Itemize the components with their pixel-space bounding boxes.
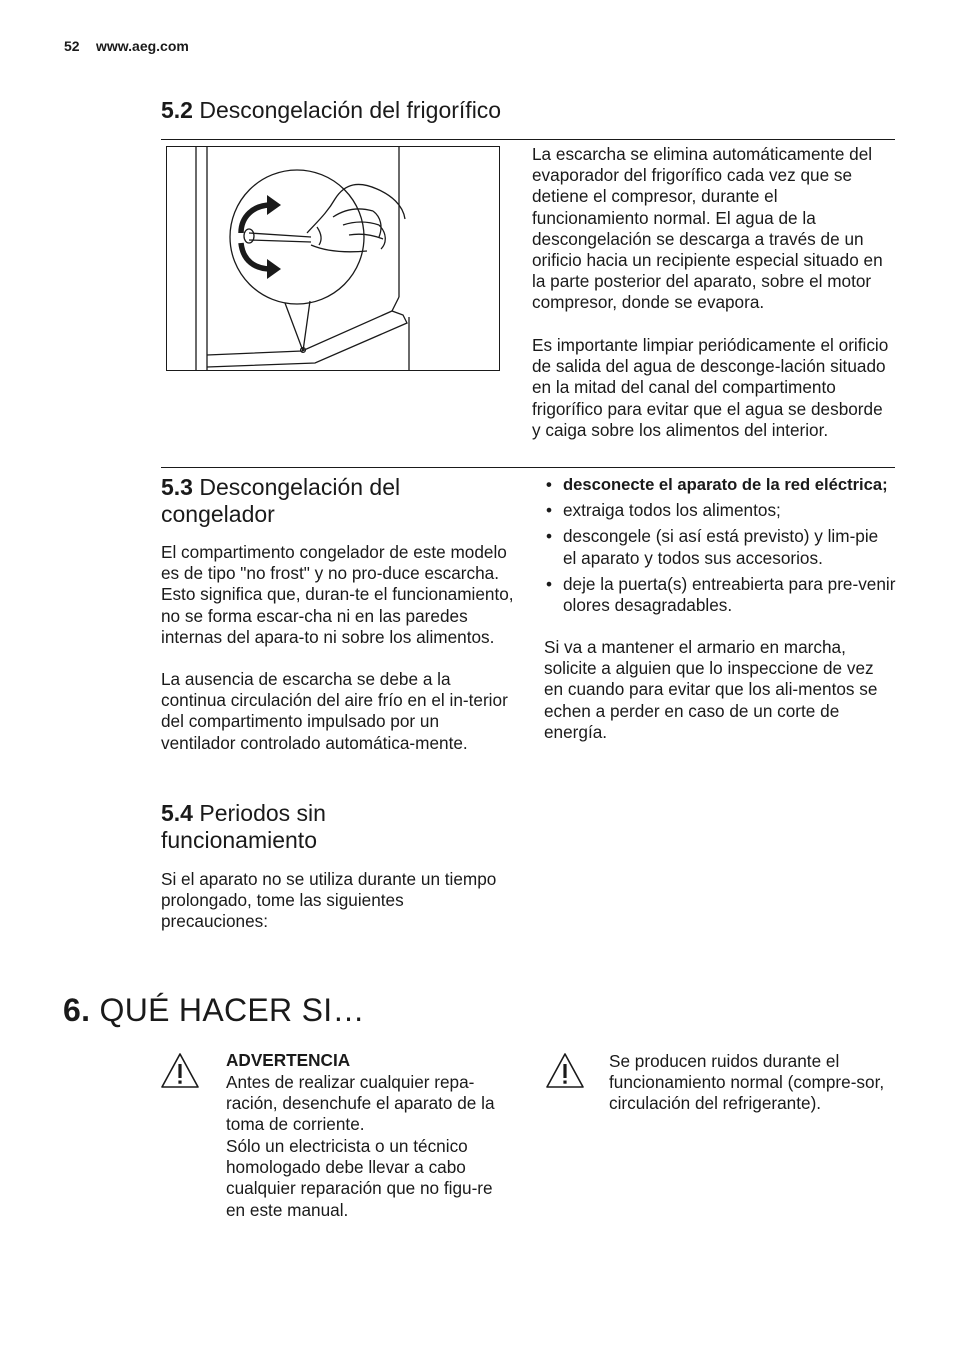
section-5-4-number: 5.4 bbox=[161, 800, 193, 826]
page-number: 52 bbox=[64, 38, 80, 54]
list-item: • deje la puerta(s) entreabierta para pre-venir olores desagradables. bbox=[544, 574, 896, 616]
defrost-drain-illustration bbox=[166, 146, 500, 371]
section-5-3-title-text: Descongelación del congelador bbox=[161, 474, 401, 527]
section-5-4-paragraph-2: Si va a mantener el armario en marcha, solicite a alguien que lo inspeccione de vez en cuando para evitar que los ali-mentos se echen a perder en caso de un corte de energía. bbox=[544, 637, 878, 742]
section-5-3-rule bbox=[161, 467, 895, 468]
chapter-6-title bbox=[63, 990, 365, 1030]
drain-cleaning-drawing bbox=[167, 147, 499, 370]
section-5-4-paragraph-1: Si el aparato no se utiliza durante un tiempo prolongado, tome las siguientes precauciones: bbox=[161, 869, 497, 932]
section-5-3-title bbox=[161, 474, 481, 528]
section-5-2-number: 5.2 bbox=[161, 97, 193, 123]
warning-text-2: Sólo un electricista o un técnico homologado debe llevar a cabo cualquier reparación que no figu-re en este manual. bbox=[226, 1136, 493, 1220]
section-5-4-title bbox=[161, 800, 401, 854]
list-item: • desconecte el aparato de la red eléctrica; bbox=[544, 474, 896, 495]
warning-triangle-icon bbox=[545, 1052, 585, 1090]
section-5-4-title-text: Periodos sin funcionamiento bbox=[161, 800, 326, 853]
header-url: www.aeg.com bbox=[96, 38, 189, 54]
chapter-6-number: 6. bbox=[63, 992, 91, 1028]
list-item: • descongele (si así está previsto) y lim-pie el aparato y todos sus accesorios. bbox=[544, 526, 896, 568]
chapter-6-title-text: QUÉ HACER SI… bbox=[99, 992, 365, 1028]
warning-label: ADVERTENCIA bbox=[226, 1050, 351, 1070]
section-5-3-paragraph-2: La ausencia de escarcha se debe a la continua circulación del aire frío en el in-terior del compartimento impulsado por un ventilador controlado automática-mente. bbox=[161, 669, 508, 753]
warning-text-1: Antes de realizar cualquier repa-ración, desenchufe el aparato de la toma de corriente. bbox=[226, 1072, 495, 1135]
section-5-3-paragraph-1: El compartimento congelador de este modelo es de tipo "no frost" y no pro-duce escarcha. Esto significa que, duran-te el funcionamiento, no se forma escar-cha ni en las paredes internas del apara-to ni sobre los alimentos. bbox=[161, 542, 514, 647]
section-5-3-number: 5.3 bbox=[161, 474, 193, 500]
section-5-2-title bbox=[161, 97, 501, 124]
section-5-2-paragraph-2: Es importante limpiar periódicamente el orificio de salida del agua de desconge-lación situado en la mitad del canal del compartimento frigorífico para evitar que el agua se desborde y caiga sobre los alimentos del interior. bbox=[532, 335, 889, 440]
section-5-2-title-text: Descongelación del frigorífico bbox=[199, 97, 502, 123]
precautions-list bbox=[544, 474, 896, 621]
warning-triangle-icon bbox=[160, 1052, 200, 1090]
section-5-2-paragraph-1: La escarcha se elimina automáticamente del evaporador del frigorífico cada vez que se detiene el compresor, durante el funcionamiento normal. El agua de la descongelación se descarga a través de un orificio hacia un recipiente especial situado en la parte posterior del aparato, sobre el motor compresor, donde se evapora. bbox=[532, 144, 883, 313]
note-text: Se producen ruidos durante el funcionamiento normal (compre-sor, circulación del refrigerante). bbox=[609, 1051, 885, 1114]
list-item: • extraiga todos los alimentos; bbox=[544, 500, 896, 521]
section-5-2-rule bbox=[161, 139, 895, 140]
